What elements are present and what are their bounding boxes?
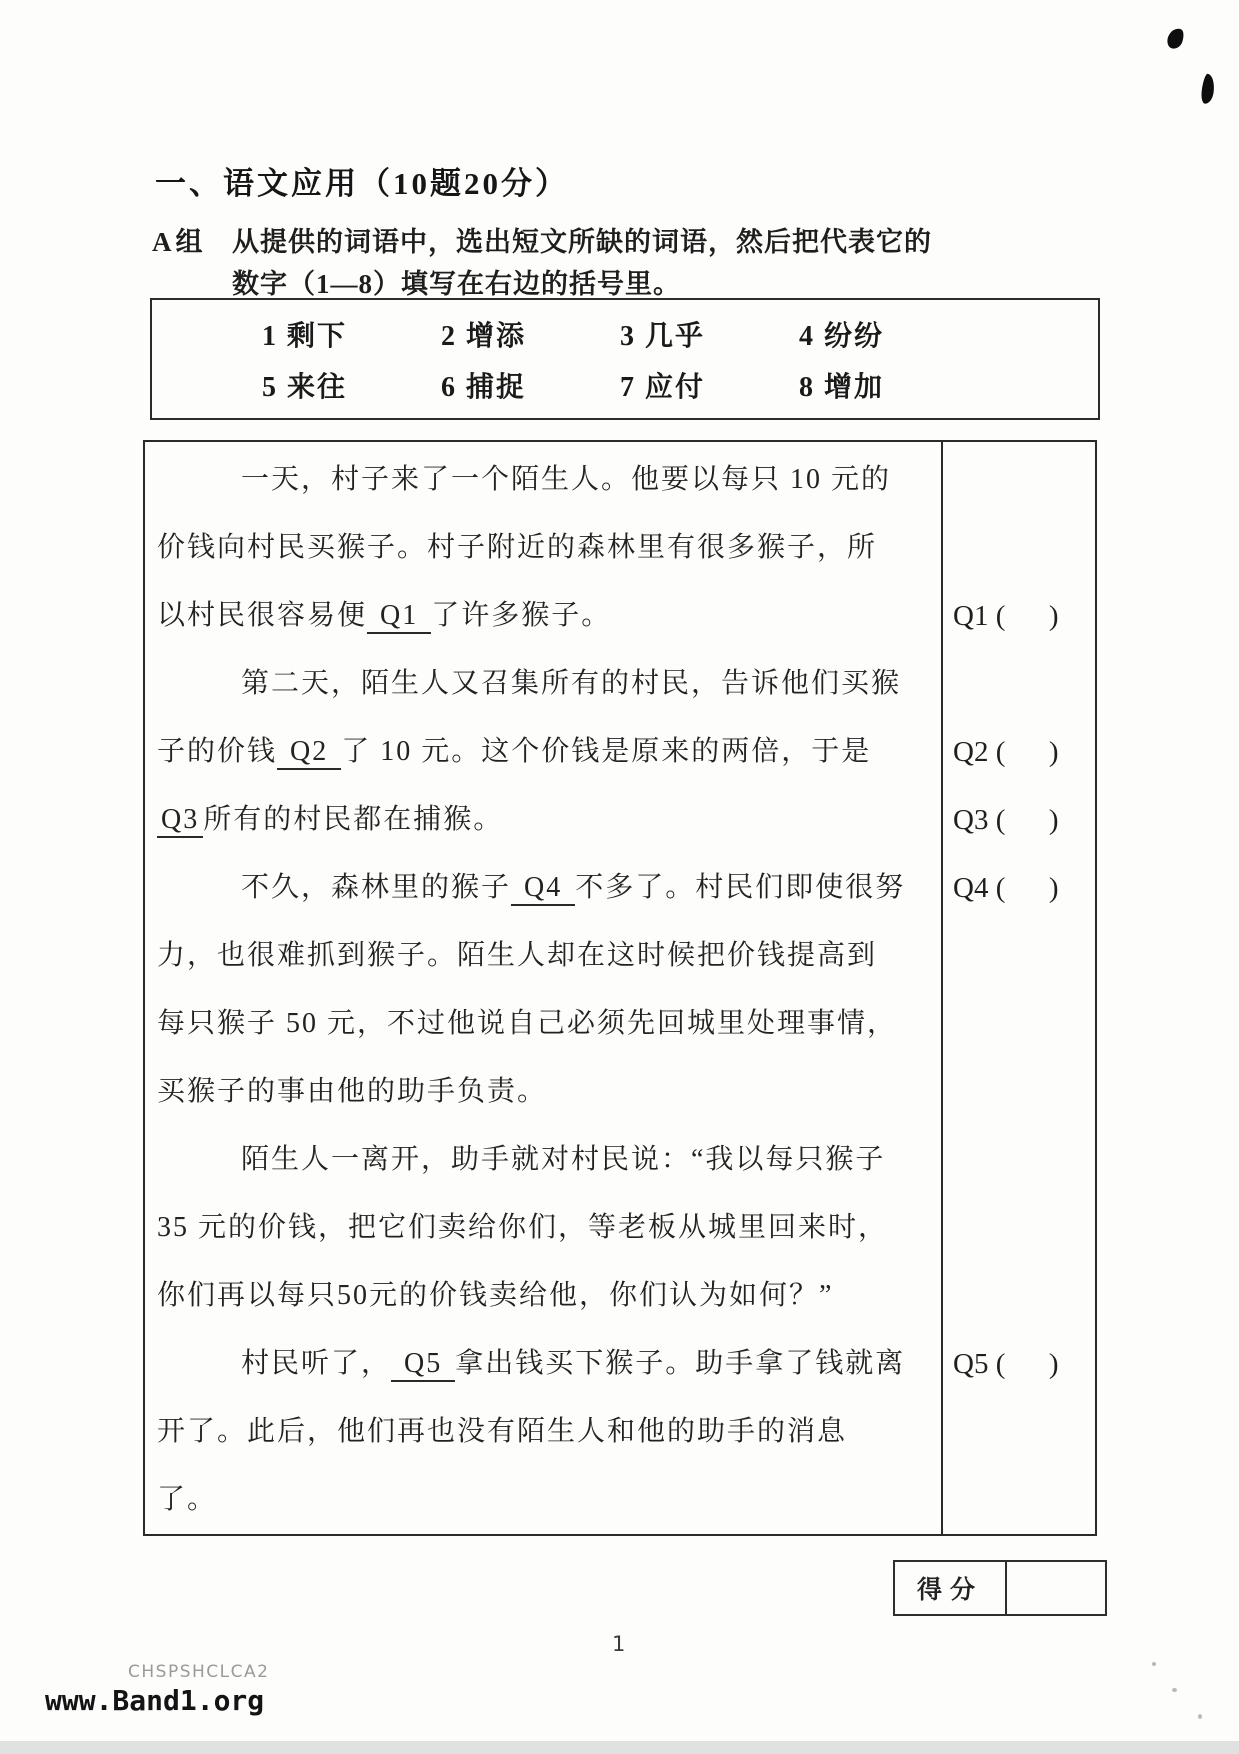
scan-speckle	[1198, 1714, 1202, 1719]
passage-text: 了。	[157, 1484, 218, 1515]
word-bank-item: 7 应付	[620, 371, 706, 403]
answer-slot-q3[interactable]: Q3 ( )	[953, 804, 1059, 836]
score-label: 得分	[895, 1562, 1007, 1614]
passage-line	[145, 1466, 941, 1534]
word-bank-item: 6 捕捉	[441, 371, 527, 403]
passage-line	[145, 718, 941, 786]
word-bank-item: 2 增添	[441, 320, 527, 352]
passage-line	[145, 1398, 941, 1466]
passage-line	[145, 1330, 941, 1398]
word-bank-item: 8 增加	[799, 371, 885, 403]
answer-slot-q2[interactable]: Q2 ( )	[953, 736, 1059, 768]
passage-text: 了许多猴子。	[431, 600, 612, 631]
score-box	[893, 1560, 1107, 1616]
passage-line	[145, 582, 941, 650]
passage-line	[145, 1194, 941, 1262]
passage-text: 所有的村民都在捕猴。	[203, 804, 504, 835]
passage-blank-q5: Q5	[391, 1348, 455, 1382]
passage-text: 一天，村子来了一个陌生人。他要以每只 10 元的	[241, 464, 892, 495]
word-bank-item: 1 剩下	[262, 320, 348, 352]
answer-slot-q5[interactable]: Q5 ( )	[953, 1348, 1059, 1380]
answer-column	[941, 442, 1095, 1534]
passage-text: 第二天，陌生人又召集所有的村民，告诉他们买猴	[241, 668, 902, 699]
passage-line	[145, 1126, 941, 1194]
passage-text: 以村民很容易便	[157, 600, 368, 631]
passage-text: 买猴子的事由他的助手负责。	[157, 1076, 548, 1107]
passage-text: 价钱向村民买猴子。村子附近的森林里有很多猴子，所	[157, 532, 878, 563]
passage-text: 你们再以每只50元的价钱卖给他，你们认为如何？”	[157, 1280, 834, 1311]
passage-line	[145, 446, 941, 514]
answer-slot-q4[interactable]: Q4 ( )	[953, 872, 1059, 904]
passage-line	[145, 650, 941, 718]
page-number: 1	[612, 1632, 626, 1656]
ink-blot-icon	[1165, 26, 1186, 51]
passage-blank-q1: Q1	[367, 600, 431, 634]
passage-blank-q3: Q3	[157, 804, 203, 838]
word-bank-item: 4 纷纷	[799, 320, 885, 352]
passage-text: 子的价钱	[157, 736, 278, 767]
instruction-line-2: 数字（1—8）填写在右边的括号里。	[232, 269, 681, 299]
passage-line	[145, 1058, 941, 1126]
passage-text: 拿出钱买下猴子。助手拿了钱就离	[455, 1348, 906, 1379]
footer-code: CHSPSHCLCA2	[128, 1662, 270, 1682]
answer-slot-q1[interactable]: Q1 ( )	[953, 600, 1059, 632]
passage-line	[145, 854, 941, 922]
passage-text: 开了。此后，他们再也没有陌生人和他的助手的消息	[157, 1416, 848, 1447]
passage-text: 村民听了，	[241, 1348, 392, 1379]
group-a-label: A组	[152, 227, 207, 257]
score-value-cell[interactable]	[1007, 1562, 1105, 1614]
section-title: 一、语文应用（10题20分）	[155, 166, 569, 201]
passage-text: 不久，森林里的猴子	[241, 872, 512, 903]
passage-text: 陌生人一离开，助手就对村民说：“我以每只猴子	[241, 1144, 886, 1175]
passage-text: 不多了。村民们即使很努	[575, 872, 906, 903]
instruction-line-1: 从提供的词语中，选出短文所缺的词语，然后把代表它的	[232, 227, 932, 257]
passage-text-column	[145, 442, 941, 1534]
ink-blot-icon	[1200, 73, 1216, 104]
passage-line	[145, 514, 941, 582]
passage-blank-q4: Q4	[511, 872, 575, 906]
passage-line	[145, 990, 941, 1058]
passage-line	[145, 1262, 941, 1330]
passage-text: 了 10 元。这个价钱是原来的两倍，于是	[341, 736, 872, 767]
passage-line	[145, 786, 941, 854]
word-bank-table	[150, 298, 1100, 420]
passage-blank-q2: Q2	[277, 736, 341, 770]
word-bank-item: 3 几乎	[620, 320, 706, 352]
passage-text: 35 元的价钱，把它们卖给你们，等老板从城里回来时，	[157, 1212, 889, 1243]
passage-text: 每只猴子 50 元，不过他说自己必须先回城里处理事情，	[157, 1008, 898, 1039]
scan-speckle	[1152, 1662, 1156, 1666]
scan-speckle	[1172, 1688, 1177, 1692]
scan-edge-strip	[0, 1741, 1239, 1754]
word-bank-item: 5 来往	[262, 371, 348, 403]
passage-line	[145, 922, 941, 990]
passage-text: 力，也很难抓到猴子。陌生人却在这时候把价钱提高到	[157, 940, 878, 971]
passage-box	[143, 440, 1097, 1536]
footer-site-url: www.Band1.org	[45, 1684, 265, 1717]
